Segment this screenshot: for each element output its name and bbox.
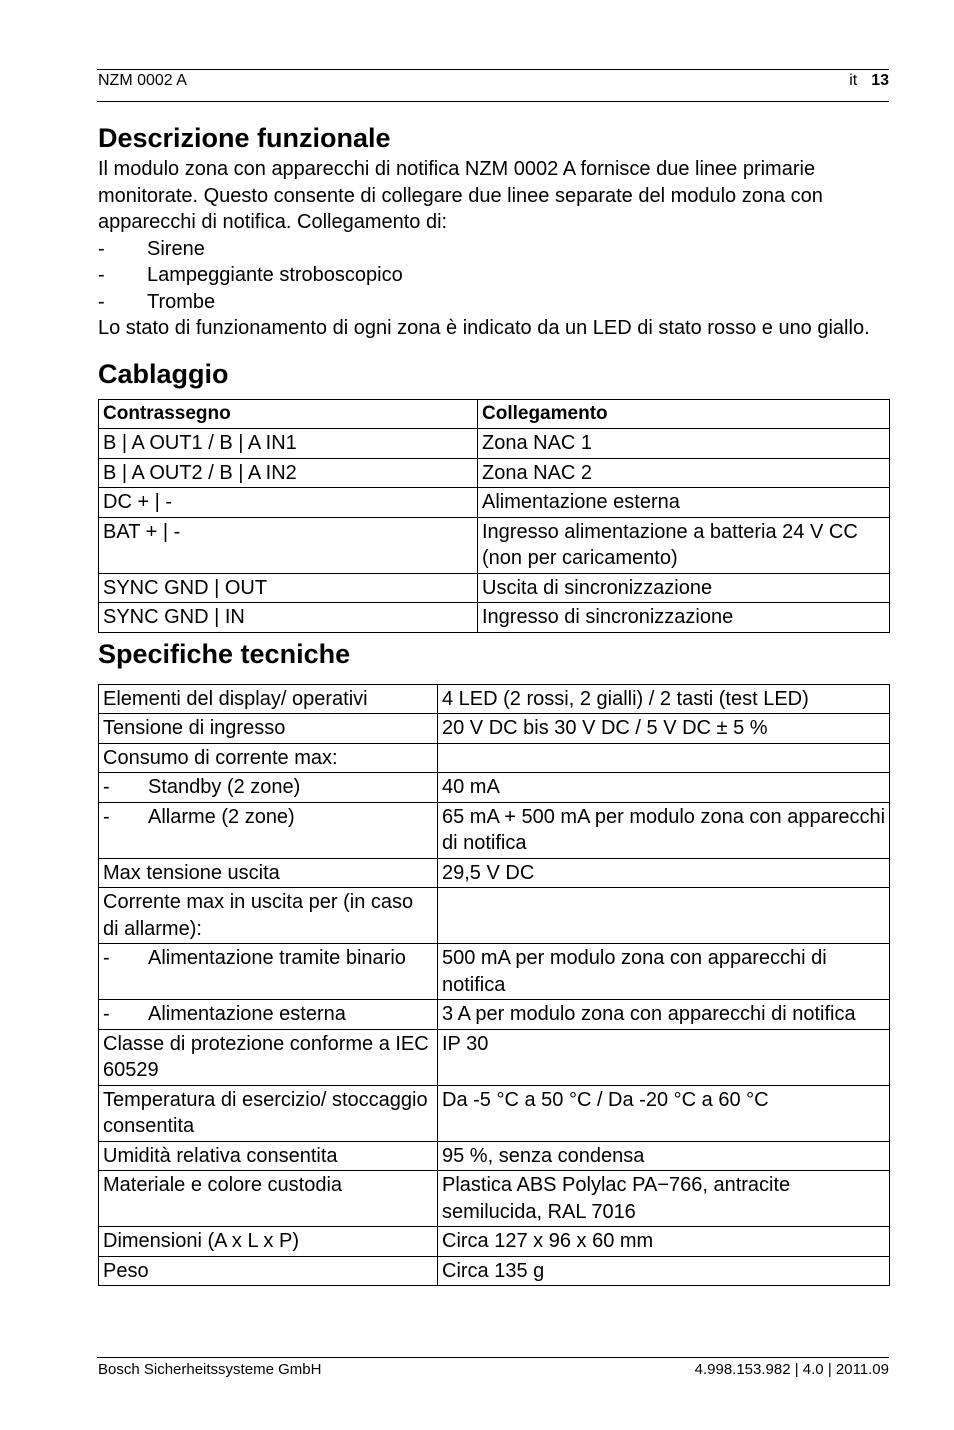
table-row: - Standby (2 zone) 40 mA	[99, 773, 890, 803]
table-row: DC + | - Alimentazione esterna	[99, 488, 890, 518]
list-item: - Trombe	[98, 290, 216, 313]
header-lang: it	[849, 72, 858, 89]
footer-company: Bosch Sicherheitssysteme GmbH	[98, 1361, 322, 1378]
footer-rule	[97, 1357, 889, 1358]
header-doc-code: NZM 0002 A	[98, 72, 187, 89]
list-item: - Lampeggiante stroboscopico	[98, 264, 403, 286]
page-content	[98, 120, 890, 1286]
header-top-rule	[97, 69, 889, 70]
wiring-table	[98, 399, 890, 633]
table-row: Consumo di corrente max:	[99, 743, 890, 773]
table-row: Temperatura di esercizio/ stoccaggio consentita Da -5 °C a 50 °C / Da -20 °C a 60 °C	[99, 1085, 890, 1141]
table-row: Dimensioni (A x L x P) Circa 127 x 96 x 60 mm	[99, 1227, 890, 1257]
table-row: Classe di protezione conforme a IEC 60529 IP 30	[99, 1029, 890, 1085]
table-row: Umidità relativa consentita 95 %, senza condensa	[99, 1141, 890, 1171]
table-row: B | A OUT1 / B | A IN1 Zona NAC 1	[99, 429, 890, 459]
specs-table	[98, 684, 890, 1287]
table-row: - Allarme (2 zone) 65 mA + 500 mA per modulo zona con apparecchi di notifica	[99, 802, 890, 858]
table-row: Max tensione uscita 29,5 V DC	[99, 858, 890, 888]
header-bottom-rule	[97, 101, 889, 102]
table-row: B | A OUT2 / B | A IN2 Zona NAC 2	[99, 458, 890, 488]
section-title-wiring: Cablaggio	[98, 358, 229, 389]
list-item: - Sirene	[98, 237, 205, 260]
description-intro: Il modulo zona con apparecchi di notifica NZM 0002 A fornisce due linee primarie monitorate. Questo consente di collegare due linee separate del modulo zona con apparecchi di notifica. Collegamento di:	[98, 158, 823, 233]
table-row: Corrente max in uscita per (in caso di allarme):	[99, 888, 890, 944]
table-row: - Alimentazione esterna 3 A per modulo zona con apparecchi di notifica	[99, 1000, 890, 1030]
column-header: Contrassegno	[99, 399, 478, 429]
page-number: 13	[871, 72, 889, 89]
table-row: BAT + | - Ingresso alimentazione a batteria 24 V CC (non per caricamento)	[99, 517, 890, 573]
footer-doc-info: 4.998.153.982 | 4.0 | 2011.09	[694, 1361, 889, 1378]
table-row: Materiale e colore custodia Plastica ABS Polylac PA−766, antracite semilucida, RAL 7016	[99, 1171, 890, 1227]
table-row: Tensione di ingresso 20 V DC bis 30 V DC / 5 V DC ± 5 %	[99, 714, 890, 744]
table-row: Peso Circa 135 g	[99, 1256, 890, 1286]
table-row: SYNC GND | IN Ingresso di sincronizzazione	[99, 603, 890, 633]
table-row: SYNC GND | OUT Uscita di sincronizzazione	[99, 573, 890, 603]
description-outro: Lo stato di funzionamento di ogni zona è indicato da un LED di stato rosso e uno giallo.	[98, 317, 870, 339]
section-title-specs: Specifiche tecniche	[98, 638, 351, 669]
column-header: Collegamento	[478, 399, 890, 429]
section-title-description: Descrizione funzionale	[98, 123, 391, 153]
table-header-row	[99, 399, 890, 429]
header-page-info	[849, 72, 889, 90]
connection-list	[98, 236, 890, 316]
table-row: - Alimentazione tramite binario 500 mA per modulo zona con apparecchi di notifica	[99, 944, 890, 1000]
table-row: Elementi del display/ operativi 4 LED (2 rossi, 2 gialli) / 2 tasti (test LED)	[99, 684, 890, 714]
